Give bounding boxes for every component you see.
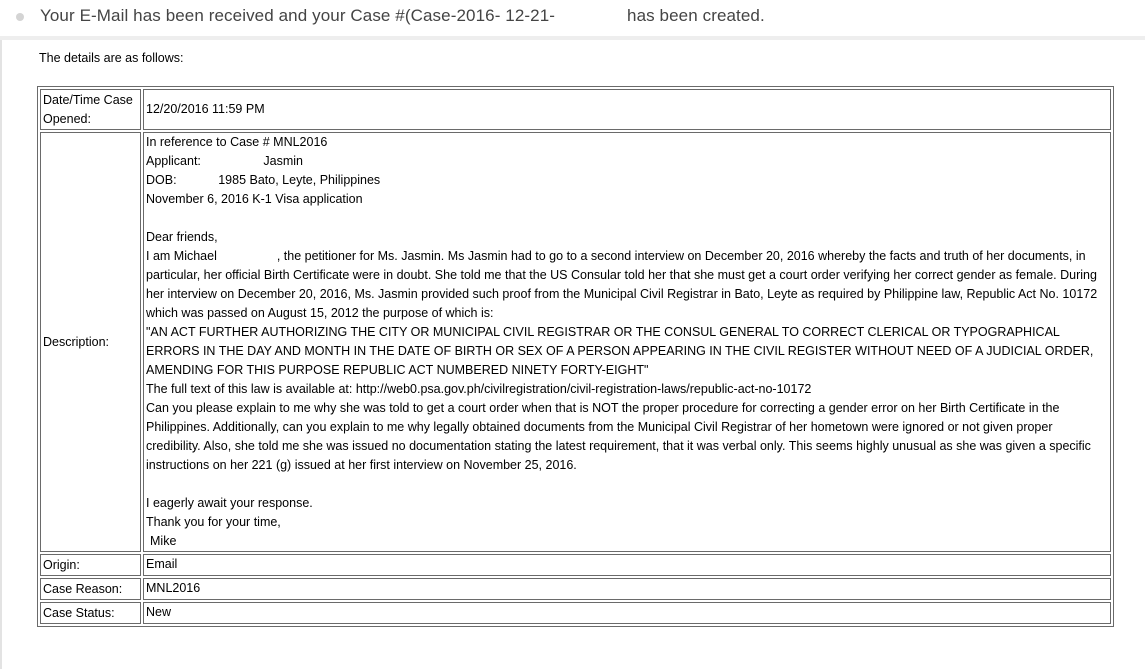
table-row-description [40, 132, 1111, 552]
desc-paragraph-2: Can you please explain to me why she was told to get a court order when that is NOT the proper procedure for correcting a gender error on her Birth Certificate in the Philippines. Additionally, can you explain to me why legally obtained documents from the Municipal Civil Registrar of her hometown were ignored or not given proper credibility. Also, she told me she was issued no documentation stating the latest requirement, that it was verbal only. This seems highly unusual as she was given a specific instructions on her 221 (g) issued at her first interview on November 25, 2016. [146, 401, 1095, 472]
desc-spacer [146, 475, 1108, 494]
table-row-origin [40, 554, 1111, 576]
description-label: Description: [40, 132, 141, 552]
description-value [143, 132, 1111, 552]
desc-signature: Mike [150, 534, 177, 548]
reason-label: Case Reason: [40, 578, 141, 600]
case-details-table [37, 86, 1114, 627]
status-value: New [143, 602, 1111, 624]
desc-closing-2: Thank you for your time, [146, 515, 281, 529]
notification-header [0, 0, 1145, 36]
desc-closing-1: I eagerly await your response. [146, 496, 313, 510]
status-label: Case Status: [40, 602, 141, 624]
desc-para1-start: I am Michael [146, 249, 217, 263]
header-divider [0, 36, 1145, 40]
desc-reference: In reference to Case # MNL2016 [146, 135, 328, 149]
date-label: Date/Time Case Opened: [40, 89, 141, 130]
notification-title [40, 6, 765, 26]
table-row-reason [40, 578, 1111, 600]
desc-applicant: Applicant: Jasmin [146, 154, 304, 168]
left-border [0, 40, 2, 669]
origin-value: Email [143, 554, 1111, 576]
title-prefix: Your E-Mail has been received and your Case #(Case-2016- 12-21- [40, 6, 556, 25]
desc-spacer [146, 209, 1108, 228]
date-value: 12/20/2016 11:59 PM [143, 89, 1111, 130]
bullet-icon [16, 13, 24, 21]
table-row-date [40, 89, 1111, 130]
desc-paragraph-1 [146, 247, 1108, 323]
desc-para1-rest: , the petitioner for Ms. Jasmin. Ms Jasmin had to go to a second interview on December 20, 2016 whereby the facts and truth of her documents, in particular, her official Birth Certificate were in doubt. She told me that the US Consular told her that she must get a court order verifying her correct gender as female. During her interview on December 20, 2016, Ms. Jasmin provided such proof from the Municipal Civil Registrar in Bato, Leyte as required by Philippine law, Republic Act No. 10172 which was passed on August 15, 2012 the purpose of which is: [146, 249, 1101, 320]
desc-greeting: Dear friends, [146, 230, 218, 244]
reason-value: MNL2016 [143, 578, 1111, 600]
intro-text: The details are as follows: [39, 51, 184, 65]
desc-law-quote: "AN ACT FURTHER AUTHORIZING THE CITY OR MUNICIPAL CIVIL REGISTRAR OR THE CONSUL GENERAL TO CORRECT CLERICAL OR TYPOGRAPHICAL ERRORS IN THE DAY AND MONTH IN THE DATE OF BIRTH OR SEX OF A PERSON APPEARING IN THE CIVIL REGISTER WITHOUT NEED OF A JUDICIAL ORDER, AMENDING FOR THIS PURPOSE REPUBLIC ACT NUMBERED NINETY FORTY-EIGHT" [146, 325, 1097, 377]
desc-dob: DOB: 1985 Bato, Leyte, Philippines [146, 173, 381, 187]
desc-law-link: The full text of this law is available at: http://web0.psa.gov.ph/civilregistration/civil-registration-laws/republic-act-no-10172 [146, 382, 812, 396]
title-suffix: has been created. [627, 6, 765, 25]
desc-visa: November 6, 2016 K-1 Visa application [146, 192, 363, 206]
table-row-status [40, 602, 1111, 624]
origin-label: Origin: [40, 554, 141, 576]
